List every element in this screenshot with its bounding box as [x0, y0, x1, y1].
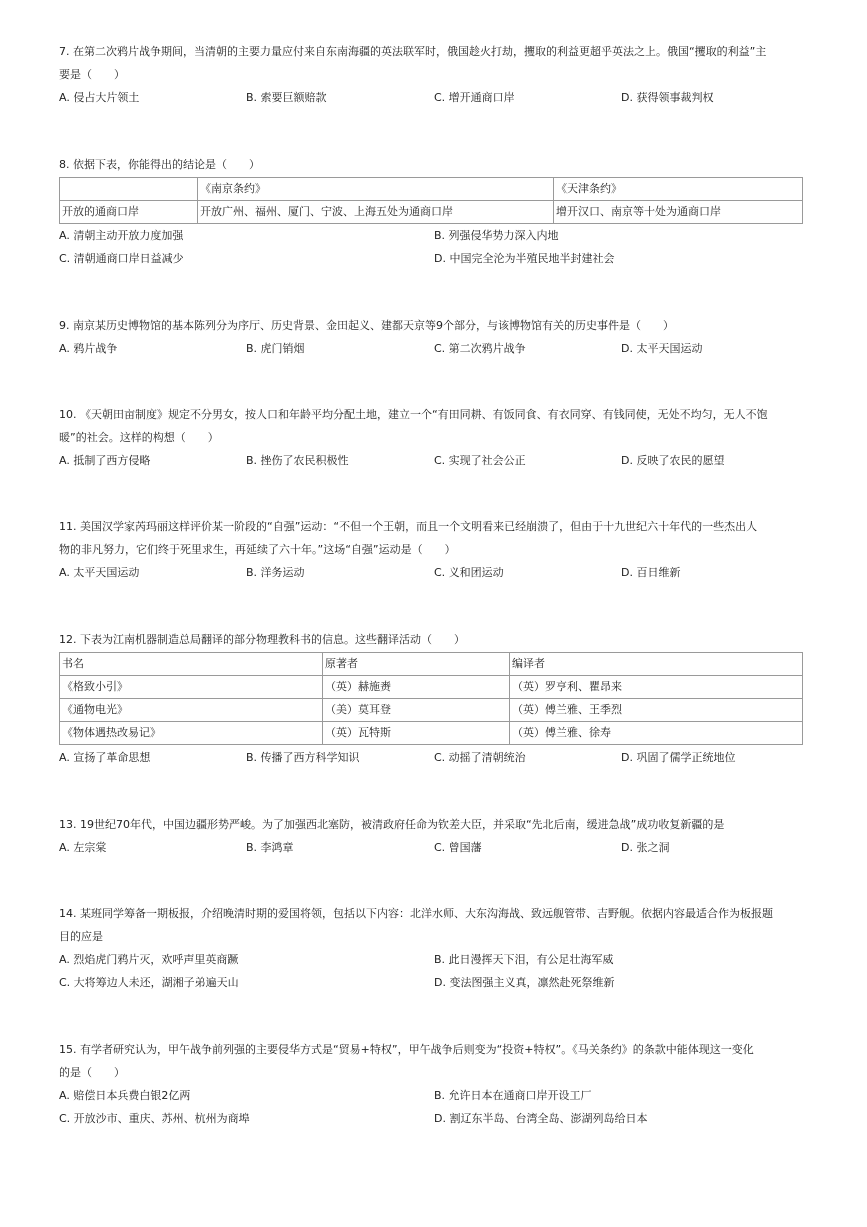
table-cell: 《物体遇热改易记》 [60, 722, 323, 745]
q14-option-b[interactable]: B. 此日漫挥天下泪，有公足壮海军威 [434, 953, 614, 966]
q13-option-a[interactable]: A. 左宗棠 [59, 841, 107, 854]
q14-stem-line2: 目的应是 [59, 930, 103, 943]
q15-option-c[interactable]: C. 开放沙市、重庆、苏州、杭州为商埠 [59, 1112, 250, 1125]
q8-option-a[interactable]: A. 清朝主动开放力度加强 [59, 229, 184, 242]
table-cell: （英）罗亨利、瞿昂来 [510, 676, 803, 699]
q9-option-a[interactable]: A. 鸦片战争 [59, 342, 118, 355]
q8-stem: 8. 依据下表，你能得出的结论是（ ） [59, 158, 260, 171]
q12-option-d[interactable]: D. 巩固了儒学正统地位 [621, 751, 736, 764]
q10-option-b[interactable]: B. 挫伤了农民积极性 [246, 454, 349, 467]
q8-table [59, 177, 803, 224]
q13-option-d[interactable]: D. 张之洞 [621, 841, 670, 854]
q7-option-a[interactable]: A. 侵占大片领土 [59, 91, 140, 104]
q8-option-b[interactable]: B. 列强侵华势力深入内地 [434, 229, 559, 242]
q11-stem-line1: 11. 美国汉学家芮玛丽这样评价某一阶段的“自强”运动：“不但一个王朝，而且一个文明看来已经崩溃了，但由于十九世纪六十年代的一些杰出人 [59, 520, 758, 533]
q13-option-c[interactable]: C. 曾国藩 [434, 841, 482, 854]
table-cell: 《通物电光》 [60, 699, 323, 722]
q10-option-a[interactable]: A. 抵制了西方侵略 [59, 454, 151, 467]
table-cell: 《天津条约》 [554, 178, 803, 201]
q8-option-c[interactable]: C. 清朝通商口岸日益减少 [59, 252, 184, 265]
table-cell: 增开汉口、南京等十处为通商口岸 [554, 201, 803, 224]
table-row [60, 699, 803, 722]
q9-option-d[interactable]: D. 太平天国运动 [621, 342, 703, 355]
q14-option-c[interactable]: C. 大将筹边人未还，湖湘子弟遍天山 [59, 976, 239, 989]
q12-option-a[interactable]: A. 宣扬了革命思想 [59, 751, 151, 764]
q15-option-a[interactable]: A. 赔偿日本兵费白银2亿两 [59, 1089, 191, 1102]
q11-option-d[interactable]: D. 百日维新 [621, 566, 681, 579]
table-cell: （英）赫施赉 [323, 676, 510, 699]
q14-stem-line1: 14. 某班同学筹备一期板报，介绍晚清时期的爱国将领，包括以下内容：北洋水师、大东沟海战、致远舰管带、吉野舰。依据内容最适合作为板报题 [59, 907, 773, 920]
q13-stem: 13. 19世纪70年代，中国边疆形势严峻。为了加强西北塞防，被清政府任命为钦差大臣，并采取“先北后南，缓进急战”成功收复新疆的是 [59, 818, 725, 831]
q12-option-b[interactable]: B. 传播了西方科学知识 [246, 751, 360, 764]
table-row [60, 201, 803, 224]
q7-option-c[interactable]: C. 增开通商口岸 [434, 91, 515, 104]
q10-stem-line1: 10. 《天朝田亩制度》规定不分男女，按人口和年龄平均分配土地，建立一个“有田同耕、有饭同食、有衣同穿、有钱同使，无处不均匀，无人不饱 [59, 408, 768, 421]
table-cell: 开放的通商口岸 [60, 201, 198, 224]
table-row [60, 178, 803, 201]
q11-option-c[interactable]: C. 义和团运动 [434, 566, 504, 579]
q14-option-a[interactable]: A. 烈焰虎门鸦片灭，欢呼声里英商蹶 [59, 953, 239, 966]
q7-stem-line1: 7. 在第二次鸦片战争期间，当清朝的主要力量应付来自东南海疆的英法联军时，俄国趁火打劫，攫取的利益更超乎英法之上。俄国“攫取的利益”主 [59, 45, 767, 58]
q10-stem-line2: 暖”的社会。这样的构想（ ） [59, 431, 219, 444]
table-row [60, 722, 803, 745]
q15-stem-line1: 15. 有学者研究认为，甲午战争前列强的主要侵华方式是“贸易+特权”，甲午战争后则变为“投资+特权”。《马关条约》的条款中能体现这一变化 [59, 1043, 754, 1056]
table-cell: 书名 [60, 653, 323, 676]
table-cell: 《南京条约》 [198, 178, 554, 201]
q8-option-d[interactable]: D. 中国完全沦为半殖民地半封建社会 [434, 252, 615, 265]
table-row [60, 653, 803, 676]
q12-option-c[interactable]: C. 动摇了清朝统治 [434, 751, 526, 764]
q11-option-b[interactable]: B. 洋务运动 [246, 566, 305, 579]
q11-stem-line2: 物的非凡努力，它们终于死里求生，再延续了六十年。”这场“自强”运动是（ ） [59, 543, 456, 556]
table-cell: 《格致小引》 [60, 676, 323, 699]
q12-stem: 12. 下表为江南机器制造总局翻译的部分物理教科书的信息。这些翻译活动（ ） [59, 633, 465, 646]
table-cell: （英）傅兰雅、徐寿 [510, 722, 803, 745]
table-cell [60, 178, 198, 201]
q9-stem: 9. 南京某历史博物馆的基本陈列分为序厅、历史背景、金田起义、建都天京等9个部分，与该博物馆有关的历史事件是（ ） [59, 319, 674, 332]
q7-stem-line2: 要是（ ） [59, 68, 125, 81]
table-cell: 编译者 [510, 653, 803, 676]
q13-option-b[interactable]: B. 李鸿章 [246, 841, 294, 854]
q12-table [59, 652, 803, 745]
table-cell: 原著者 [323, 653, 510, 676]
q15-option-b[interactable]: B. 允许日本在通商口岸开设工厂 [434, 1089, 592, 1102]
q9-option-b[interactable]: B. 虎门销烟 [246, 342, 305, 355]
q7-option-b[interactable]: B. 索要巨额赔款 [246, 91, 327, 104]
table-row [60, 676, 803, 699]
q7-option-d[interactable]: D. 获得领事裁判权 [621, 91, 714, 104]
table-cell: （英）傅兰雅、王季烈 [510, 699, 803, 722]
q10-option-d[interactable]: D. 反映了农民的愿望 [621, 454, 725, 467]
q14-option-d[interactable]: D. 变法图强主义真，凛然赴死祭维新 [434, 976, 615, 989]
q15-stem-line2: 的是（ ） [59, 1066, 125, 1079]
q15-option-d[interactable]: D. 割辽东半岛、台湾全岛、澎湖列岛给日本 [434, 1112, 648, 1125]
table-cell: （英）瓦特斯 [323, 722, 510, 745]
table-cell: 开放广州、福州、厦门、宁波、上海五处为通商口岸 [198, 201, 554, 224]
table-cell: （美）莫耳登 [323, 699, 510, 722]
q10-option-c[interactable]: C. 实现了社会公正 [434, 454, 526, 467]
q9-option-c[interactable]: C. 第二次鸦片战争 [434, 342, 526, 355]
q11-option-a[interactable]: A. 太平天国运动 [59, 566, 140, 579]
